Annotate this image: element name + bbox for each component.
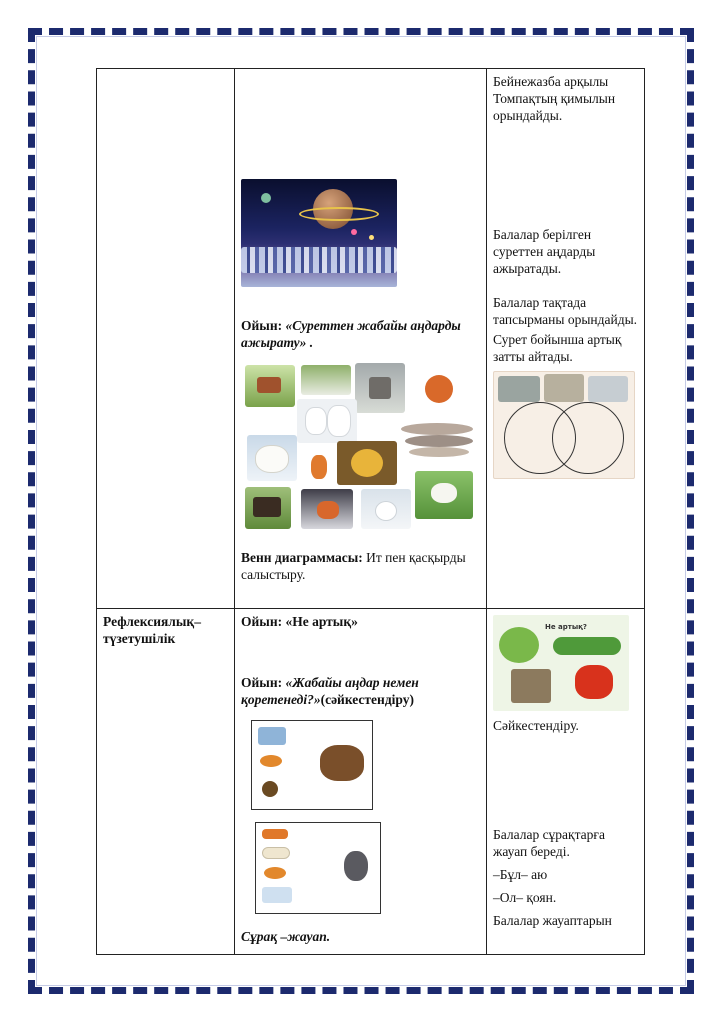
stage-cell (97, 609, 235, 955)
calf-picture (245, 487, 291, 529)
wolf-picture (355, 363, 405, 413)
activity-cell (235, 69, 487, 609)
outcome-cell (487, 69, 645, 609)
game-heading: Ойын: «Не артық» (241, 614, 358, 629)
table-row (97, 609, 645, 955)
outcome-text-3: Балалар тақтада тапсырманы орындайды. (493, 295, 638, 327)
outcome-text-4: –Ол– қоян. (493, 890, 557, 905)
outcome-text-1: Бейнежазба арқылы Томпақтың қимылын орындайды. (493, 74, 616, 123)
hen-chicks-picture (337, 441, 397, 485)
stage-cell (97, 69, 235, 609)
poster-title: Не артық? (545, 623, 587, 631)
fox-cub-picture (307, 451, 331, 483)
venn-diagram-image (493, 371, 635, 479)
fish-picture (399, 415, 477, 461)
qa-label: Сұрақ –жауап. (241, 929, 331, 944)
hare-figure (344, 851, 368, 881)
lesson-table (96, 68, 645, 955)
polar-bear-picture (247, 435, 297, 481)
space-scene-image (241, 179, 397, 287)
samoyed-dogs-picture (297, 399, 357, 443)
white-rabbit-picture (361, 489, 411, 529)
outcome-text-2: Балалар берілген суреттен аңдарды ажыратады. (493, 227, 596, 276)
lamb-picture (415, 471, 473, 519)
outcome-text-5: Балалар жауаптарын (493, 913, 612, 928)
odd-one-out-image (493, 615, 629, 711)
horse-picture (245, 365, 295, 407)
game-heading: Ойын: «Жабайы аңдар немен қоретенеді?»(сәйкестендіру) (241, 675, 419, 707)
fox-picture (419, 367, 459, 411)
table-row (97, 69, 645, 609)
activity-cell (235, 609, 487, 955)
outcome-cell (487, 609, 645, 955)
outcome-text-2: Балалар сұрақтарға жауап береді. (493, 827, 605, 859)
outcome-text-4: Сурет бойынша артық затты айтады. (493, 332, 622, 364)
outcome-text-3: –Бұл– аю (493, 867, 548, 882)
fox-snow-picture (301, 489, 353, 529)
venn-paragraph: Венн диаграммасы: Ит пен қасқырды салыстыру. (241, 550, 466, 582)
outcome-text-1: Сәйкестендіру. (493, 718, 579, 733)
stage-title: Рефлексиялық–түзетушілік (103, 614, 201, 646)
hare-picture (301, 365, 351, 395)
game-heading: Ойын: «Суреттен жабайы аңдарды ажырату» . (241, 318, 461, 350)
animals-collage-image (241, 363, 477, 531)
bear-figure (320, 745, 364, 781)
hare-food-matching-image (255, 822, 381, 914)
bear-food-matching-image (251, 720, 373, 810)
